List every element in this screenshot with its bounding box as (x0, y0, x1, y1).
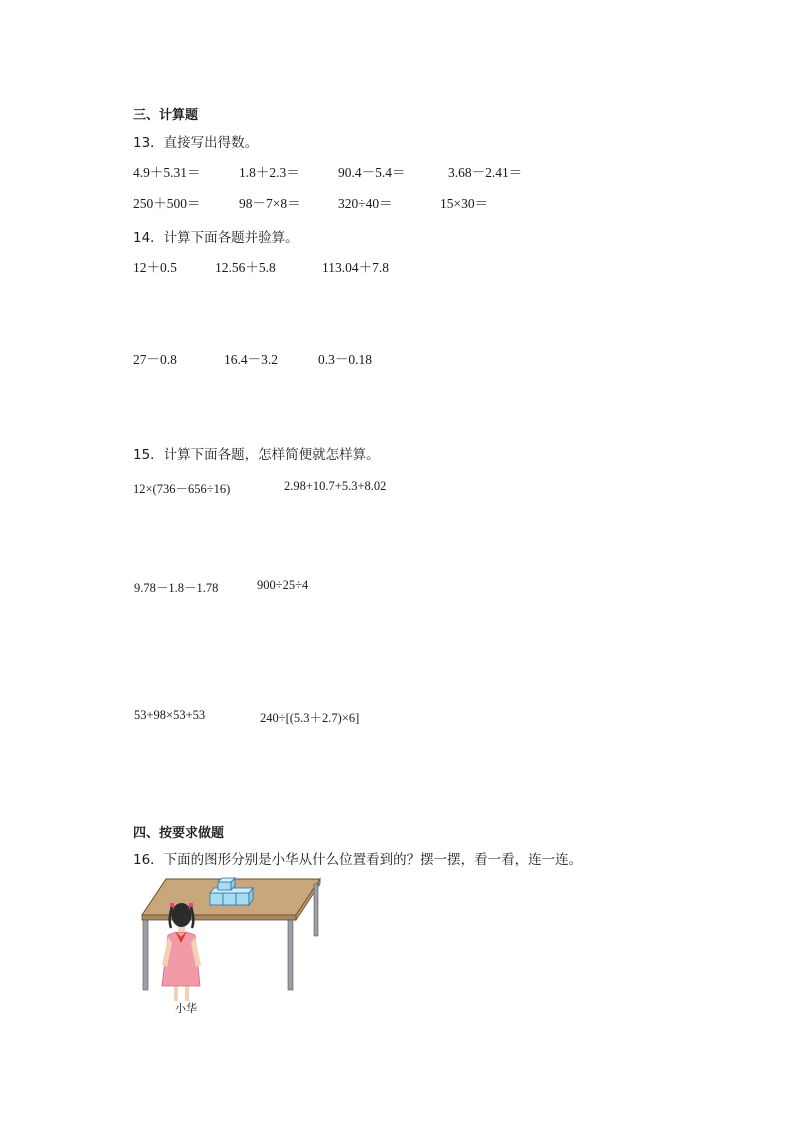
q15-item: 53+98×53+53 (134, 708, 206, 722)
table-edge (142, 915, 296, 920)
q13-item: 320÷40＝ (338, 196, 393, 211)
section-4-heading: 四、按要求做题 (133, 826, 225, 841)
question-14: 14．计算下面各题并验算。 (133, 230, 299, 246)
q15-item: 240÷[(5.3＋2.7)×6] (260, 711, 360, 725)
q14-item: 113.04＋7.8 (322, 260, 389, 275)
q14-item: 12＋0.5 (133, 260, 177, 275)
q14-item: 12.56＋5.8 (215, 260, 276, 275)
q13-item: 1.8＋2.3＝ (239, 165, 300, 180)
table-leg (143, 920, 148, 990)
figure-girl-table (138, 873, 324, 1018)
q15-item: 12×(736－656÷16) (133, 482, 231, 496)
question-15: 15．计算下面各题，怎样简便就怎样算。 (133, 447, 380, 463)
q15-item: 9.78－1.8－1.78 (134, 581, 219, 595)
q13-item: 3.68－2.41＝ (448, 165, 523, 180)
question-13: 13．直接写出得数。 (133, 135, 259, 151)
table-leg (314, 884, 318, 936)
q14-item: 16.4－3.2 (224, 352, 278, 367)
figure-caption: 小华 (175, 1002, 197, 1015)
q15-item: 900÷25÷4 (257, 578, 309, 592)
q13-item: 250＋500＝ (133, 196, 201, 211)
q13-item: 98－7×8＝ (239, 196, 301, 211)
table-leg (288, 920, 293, 990)
q13-item: 90.4－5.4＝ (338, 165, 406, 180)
q13-item: 15×30＝ (440, 196, 489, 211)
q13-item: 4.9＋5.31＝ (133, 165, 201, 180)
q14-item: 0.3－0.18 (318, 352, 372, 367)
section-3-heading: 三、计算题 (133, 108, 199, 123)
question-16: 16．下面的图形分别是小华从什么位置看到的？摆一摆，看一看，连一连。 (133, 852, 583, 868)
q14-item: 27－0.8 (133, 352, 177, 367)
q15-item: 2.98+10.7+5.3+8.02 (284, 479, 387, 493)
